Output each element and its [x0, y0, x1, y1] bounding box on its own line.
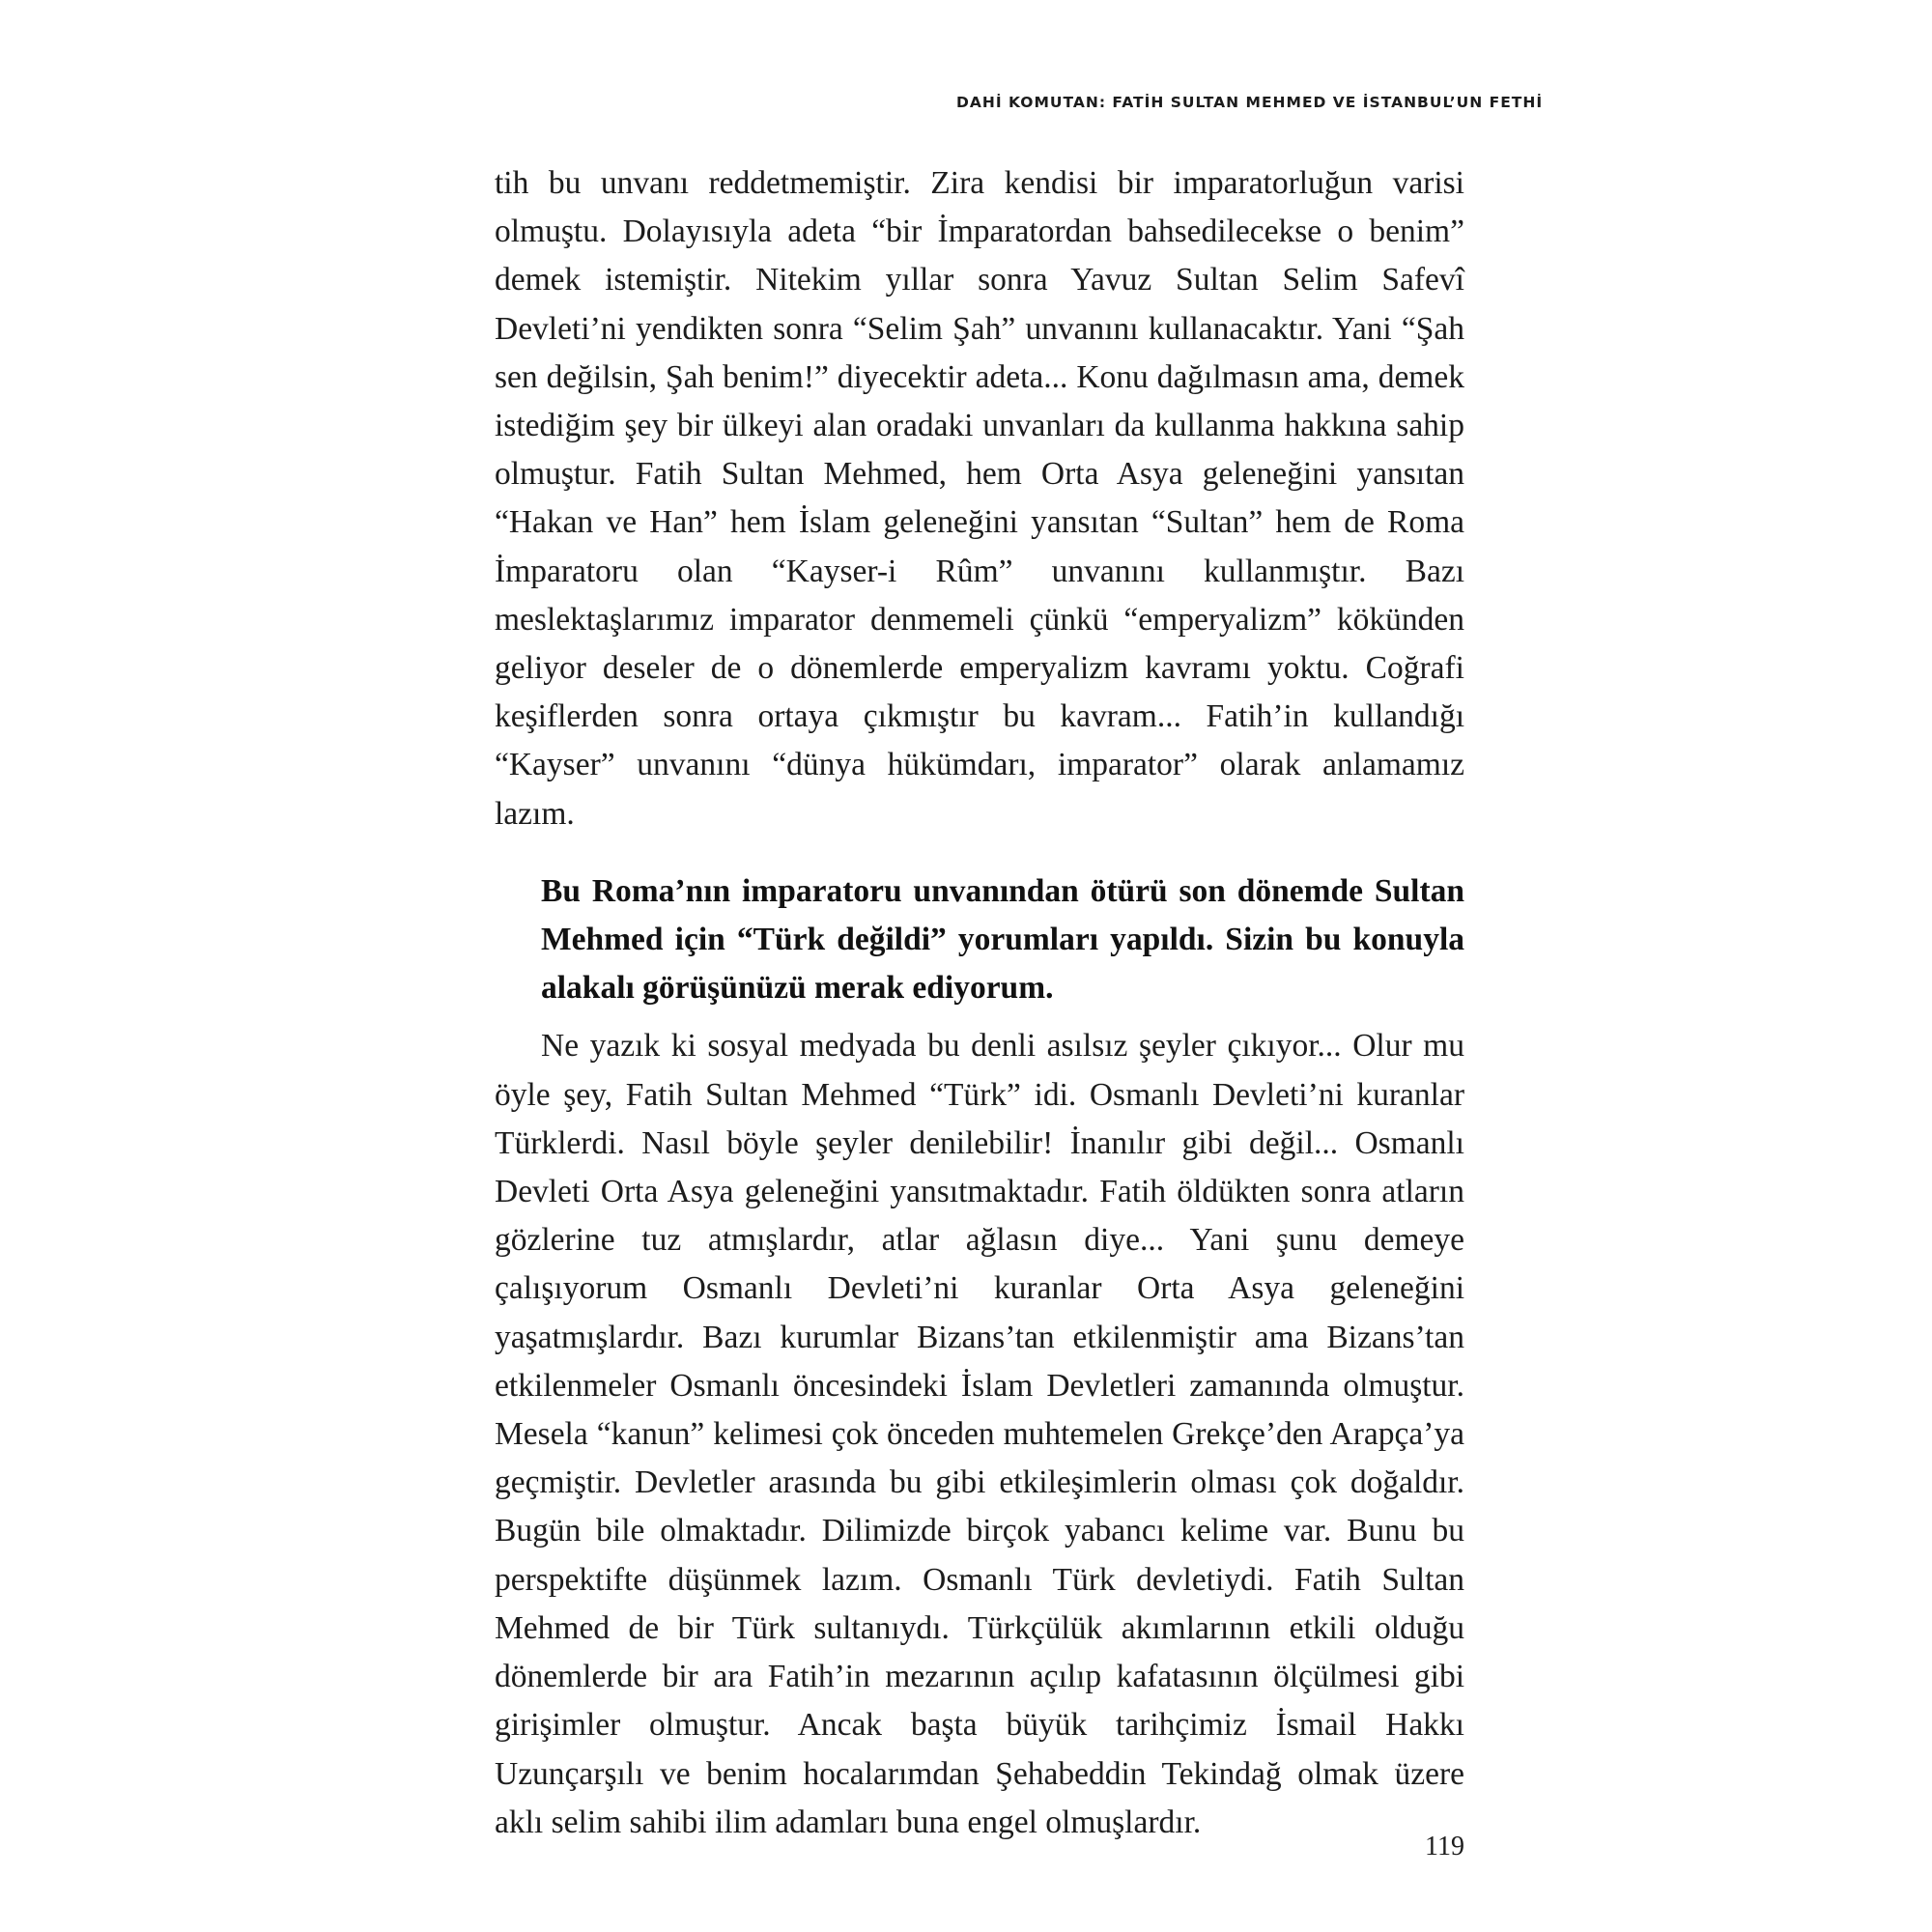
- running-header-title: DAHİ KOMUTAN: FATİH SULTAN MEHMED VE İSTANBUL’UN FETHİ: [956, 94, 1544, 111]
- body-paragraph: tih bu unvanı reddetmemiştir. Zira kendisi bir imparatorluğun varisi olmuştu. Dolayısıyla adeta “bir İmparatordan bahsedilecekse o benim” demek istemiştir. Nitekim yıllar sonra Yavuz Sultan Selim Safevî Devleti’ni yendikten sonra “Selim Şah” unvanını kullanacaktır. Yani “Şah sen değilsin, Şah benim!” diyecektir adeta... Konu dağılmasın ama, demek istediğim şey bir ülkeyi alan oradaki unvanları da kullanma hakkına sahip olmuştur. Fatih Sultan Mehmed, hem Orta Asya geleneğini yansıtan “Hakan ve Han” hem İslam geleneğini yansıtan “Sultan” hem de Roma İmparatoru olan “Kayser-i Rûm” unvanını kullanmıştır. Bazı meslektaşlarımız imparator denmemeli çünkü “emperyalizm” kökünden geliyor deseler de o dönemlerde emperyalizm kavramı yoktu. Coğrafi keşiflerden sonra ortaya çıkmıştır bu kavram... Fatih’in kullandığı “Kayser” unvanını “dünya hükümdarı, imparator” olarak anlamamız lazım.: [495, 165, 1464, 832]
- page-body: [495, 159, 1464, 1847]
- interview-answer: Ne yazık ki sosyal medyada bu denli asılsız şeyler çıkıyor... Olur mu öyle şey, Fatih Sultan Mehmed “Türk” idi. Osmanlı Devleti’ni kuranlar Türklerdi. Nasıl böyle şeyler denilebilir! İnanılır gibi değil... Osmanlı Devleti Orta Asya geleneğini yansıtmaktadır. Fatih öldükten sonra atların gözlerine tuz atmışlardır, atlar ağlasın diye... Yani şunu demeye çalışıyorum Osmanlı Devleti’ni kuranlar Orta Asya geleneğini yaşatmışlardır. Bazı kurumlar Bizans’tan etkilenmiştir ama Bizans’tan etkilenmeler Osmanlı öncesindeki İslam Devletleri zamanında olmuştur. Mesela “kanun” kelimesi çok önceden muhtemelen Grekçe’den Arapça’ya geçmiştir. Devletler arasında bu gibi etkileşimlerin olması çok doğaldır. Bugün bile olmaktadır. Dilimizde birçok yabancı kelime var. Bunu bu perspektifte düşünmek lazım. Osmanlı Türk devletiydi. Fatih Sultan Mehmed de bir Türk sultanıydı. Türkçülük akımlarının etkili olduğu dönemlerde bir ara Fatih’in mezarının açılıp kafatasının ölçülmesi gibi girişimler olmuştur. Ancak başta büyük tarihçimiz İsmail Hakkı Uzunçarşılı ve benim hocalarımdan Şehabeddin Tekindağ olmak üzere aklı selim sahibi ilim adamları buna engel olmuşlardır.: [495, 1028, 1464, 1840]
- page-number: 119: [1425, 1832, 1464, 1861]
- interview-question: Bu Roma’nın imparatoru unvanından ötürü son dönemde Sultan Mehmed için “Türk değildi” yorumları yapıldı. Sizin bu konuyla alakalı görüşünüzü merak ediyorum.: [541, 872, 1464, 1007]
